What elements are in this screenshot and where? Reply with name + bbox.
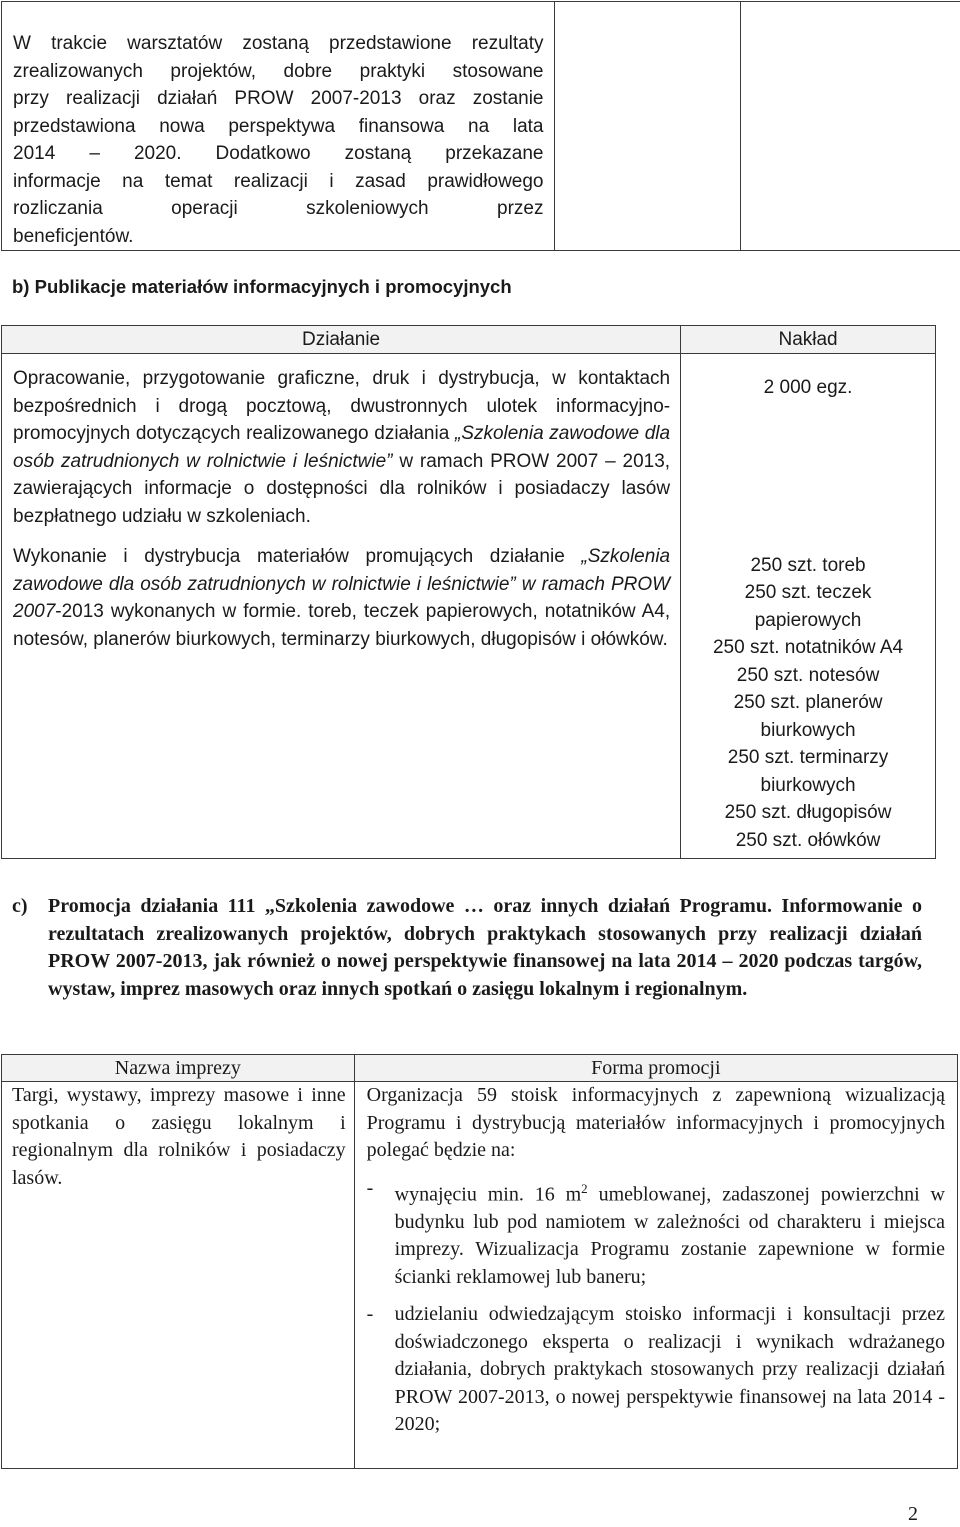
volume-item: 250 szt. ołówków — [735, 829, 881, 851]
volume-item: 250 szt. teczek papierowych — [744, 582, 872, 631]
publication-row-1-action — [2, 354, 681, 859]
volume-item: 250 szt. terminarzy biurkowych — [727, 747, 889, 796]
column-header-event-name: Nazwa imprezy — [2, 1055, 355, 1082]
page-number: 2 — [908, 1503, 918, 1525]
intro-line: 2014 – 2020. Dodatkowo zostaną przekazane — [13, 143, 544, 164]
promotion-intro: Organizacja 59 stoisk informacyjnych z zapewnioną wizualizacją Programu i dystrybucją materiałów informacyjnych i promocyjnych polegać będzie na: — [366, 1084, 945, 1161]
intro-line: W trakcie warsztatów zostaną przedstawione rezultaty — [13, 33, 544, 54]
volume-list — [687, 552, 929, 855]
intro-empty-cell — [741, 2, 960, 251]
promotion-form-cell — [354, 1082, 957, 1469]
volume-item: 250 szt. notatników A4 — [712, 637, 904, 658]
publication-1-text-a: Opracowanie, przygotowanie graficzne, druk i dystrybucja, w kontaktach bezpośrednich i drogą pocztową, dwustronnych ulotek informacyjno-promocyjnych dotyczących realizowanego działania — [13, 368, 671, 444]
intro-cell — [2, 2, 555, 251]
intro-text — [13, 30, 544, 250]
volume-item: 250 szt. długopisów — [724, 802, 892, 823]
publication-row-1-volume — [681, 354, 936, 859]
intro-line: informacje na temat realizacji i zasad prawidłowego — [13, 170, 544, 192]
volume-item: 250 szt. notesów — [736, 664, 880, 686]
event-name-cell: Targi, wystawy, imprezy masowe i inne spotkania o zasięgu lokalnym i regionalnym dla rolników i posiadaczy lasów. — [2, 1082, 355, 1469]
volume-item: 250 szt. toreb — [750, 554, 866, 576]
column-header-promotion-form: Forma promocji — [354, 1055, 957, 1082]
intro-empty-cell — [554, 2, 741, 251]
intro-table — [1, 1, 960, 251]
publication-2-text-b: -2013 wykonanych w formie. toreb, teczek papierowych, notatników A4, notesów, planerów biurkowych, terminarzy biurkowych, długopisów i ołówków. — [13, 601, 671, 650]
publication-2-description — [13, 543, 670, 653]
volume-item: 250 szt. planerów biurkowych — [733, 692, 883, 741]
volume-value: 2 000 egz. — [763, 377, 853, 398]
bullet-1-text — [395, 1175, 945, 1292]
bullet-dash: - — [366, 1303, 374, 1326]
intro-line: przy realizacji działań PROW 2007-2013 oraz zostanie — [13, 88, 544, 109]
column-header-volume: Nakład — [681, 326, 936, 354]
section-c-text: Promocja działania 111 „Szkolenia zawodowe … oraz innych działań Programu. Informowanie o rezultatach zrealizowanych projektów, dobrych praktykach stosowanych przy realizacji działań PROW 2007-2013, jak również o nowej perspektywie finansowej na lata 2014 – 2020 podczas targów, wystaw, imprez masowych oraz innych spotkań o zasięgu lokalnym i regionalnym. — [48, 895, 922, 1000]
section-b-heading: b) Publikacje materiałów informacyjnych i promocyjnych — [12, 276, 512, 297]
section-c-label: c) — [12, 895, 28, 917]
bullet-1-text-b: umeblowanej, zadaszonej powierzchni w budynku lub pod namiotem w zależności od charakteru i miejsca imprezy. Wizualizacja Programu zostanie zapewnione w formie ścianki reklamowej lub baneru; — [394, 1183, 945, 1288]
events-table — [1, 1054, 958, 1469]
bullet-dash: - — [366, 1176, 374, 1199]
section-c — [12, 893, 922, 1003]
column-header-action: Działanie — [2, 326, 681, 354]
bullet-1-superscript: 2 — [581, 1180, 588, 1196]
promotion-bullet-2 — [367, 1301, 945, 1439]
promotion-bullet-1 — [367, 1175, 945, 1292]
bullet-1-text-a: wynajęciu min. 16 m — [394, 1183, 582, 1206]
intro-line: zrealizowanych projektów, dobre praktyki stosowane — [13, 60, 544, 82]
publication-1-description — [13, 365, 670, 530]
publication-2-text-a: Wykonanie i dystrybucja materiałów promujących działanie — [13, 546, 565, 567]
publication-2-title: „Szkolenia zawodowe dla osób zatrudnionych w rolnictwie i leśnictwie” w ramach PROW 2007 — [13, 546, 671, 622]
bullet-2-text: udzielaniu odwiedzającym stoisko informacji i konsultacji przez doświadczonego eksperta o realizacji i wynikach wdrażanego działania, dobrych praktykach stosowanych przy realizacji działań PROW 2007-2013, o nowej perspektywie finansowej na lata 2014 - 2020; — [394, 1303, 945, 1436]
intro-line: przedstawiona nowa perspektywa finansowa na lata — [13, 115, 544, 137]
publication-1-text-b: w ramach PROW 2007 – 2013, zawierających informacje o dostępności dla rolników i posiadaczy lasów bezpłatnego udziału w szkoleniach. — [13, 450, 671, 527]
intro-line: beneficjentów. — [13, 225, 134, 247]
publications-table — [1, 325, 936, 859]
publication-1-title: „Szkolenia zawodowe dla osób zatrudnionych w rolnictwie i leśnictwie” — [13, 423, 671, 472]
intro-line: rozliczania operacji szkoleniowych przez — [13, 198, 544, 219]
